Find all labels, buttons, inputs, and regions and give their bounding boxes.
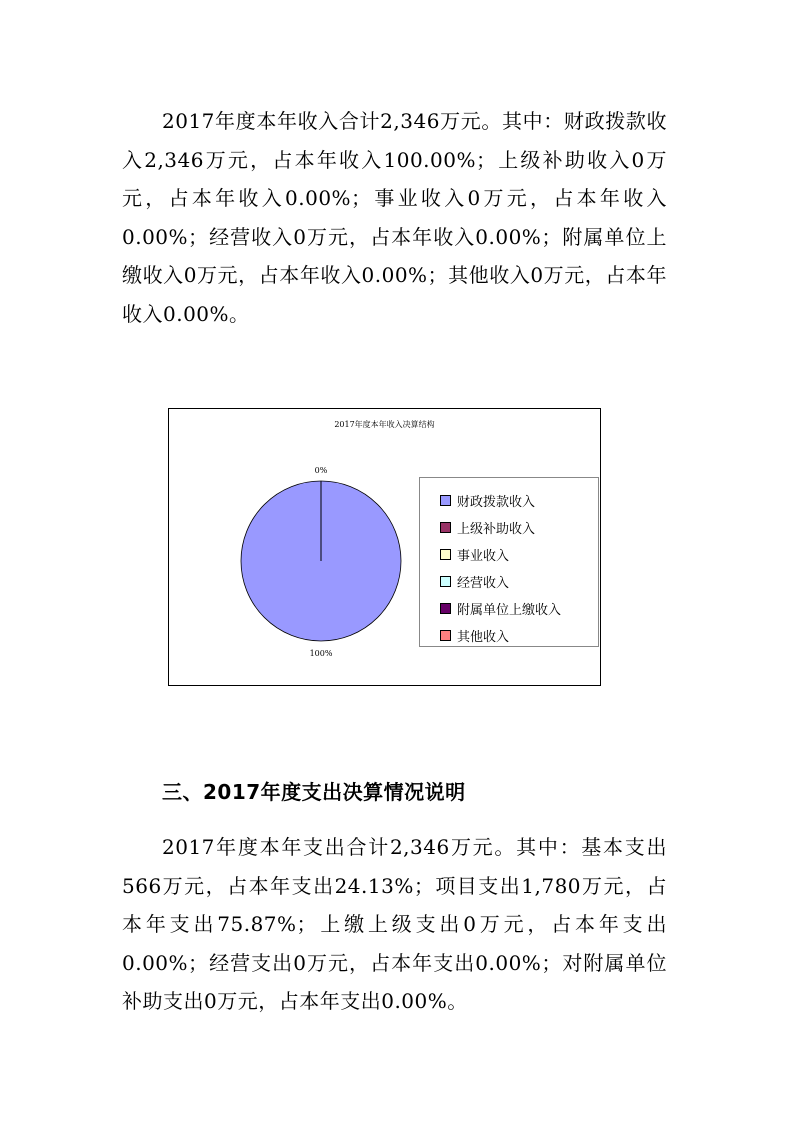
legend-label: 其他收入: [457, 630, 510, 645]
legend-label: 财政拨款收入: [457, 495, 536, 510]
data-label-hundred: 100%: [309, 649, 333, 658]
legend-item: [420, 487, 598, 514]
legend-swatch: [440, 495, 451, 506]
legend-label: 上级补助收入: [457, 522, 536, 537]
legend-item: [420, 541, 598, 568]
chart-title: 2017年度本年收入决算结构: [334, 420, 435, 429]
legend-item: [420, 514, 598, 541]
section-heading: 三、2017年度支出决算情况说明: [162, 780, 466, 804]
legend-swatch: [440, 630, 451, 641]
income-pie-chart: [168, 408, 601, 686]
legend-item: [420, 622, 598, 649]
legend-label: 事业收入: [457, 549, 510, 564]
legend-swatch: [440, 576, 451, 587]
legend-swatch: [440, 603, 451, 614]
legend-swatch: [440, 549, 451, 560]
expenditure-paragraph: 2017年度本年支出合计2,346万元。其中：基本支出566万元，占本年支出24.13%；项目支出1,780万元，占本年支出75.87%；上缴上级支出0万元，占本年支出0.00%；经营支出0万元，占本年支出0.00%；对附属单位补助支出0万元，占本年支出0.00%。: [122, 835, 667, 1013]
legend-swatch: [440, 522, 451, 533]
data-label-zero: 0%: [314, 466, 328, 475]
legend-item: [420, 595, 598, 622]
legend-label: 附属单位上缴收入: [457, 603, 562, 618]
legend-item: [420, 568, 598, 595]
income-paragraph: 2017年度本年收入合计2,346万元。其中：财政拨款收入2,346万元，占本年收入100.00%；上级补助收入0万元，占本年收入0.00%；事业收入0万元，占本年收入0.00%；经营收入0万元，占本年收入0.00%；附属单位上缴收入0万元，占本年收入0.00%；其他收入0万元，占本年收入0.00%。: [122, 109, 667, 326]
legend-label: 经营收入: [457, 576, 510, 591]
chart-legend: [419, 477, 599, 647]
